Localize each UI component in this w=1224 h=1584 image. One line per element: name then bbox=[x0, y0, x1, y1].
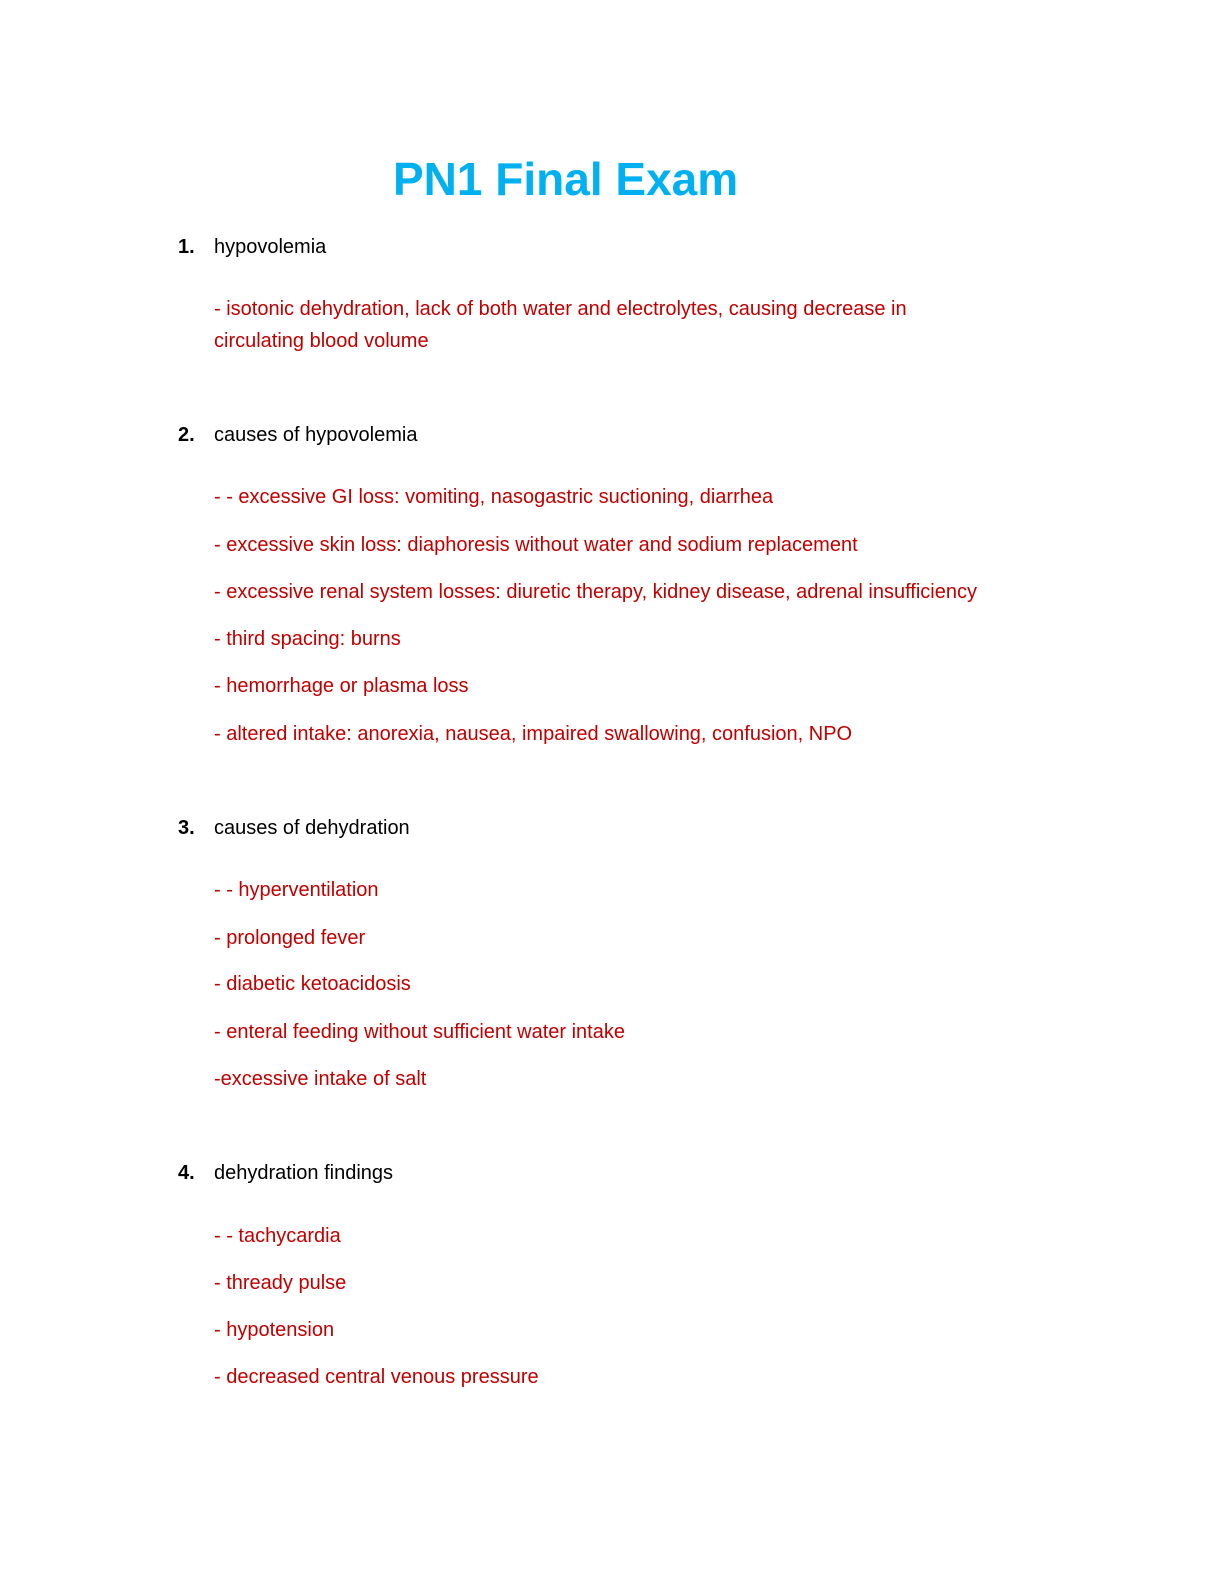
question-text: causes of hypovolemia bbox=[214, 424, 418, 446]
answer-item: - third spacing: burns bbox=[214, 628, 401, 650]
answer-item: - isotonic dehydration, lack of both water and electrolytes, causing decrease in circulating blood volume bbox=[214, 298, 907, 352]
answer-item: - excessive renal system losses: diuretic therapy, kidney disease, adrenal insufficiency bbox=[214, 581, 977, 603]
answer-item: - - excessive GI loss: vomiting, nasogastric suctioning, diarrhea bbox=[214, 486, 774, 508]
answer-item: - - tachycardia bbox=[214, 1225, 341, 1247]
question-number: 3. bbox=[178, 817, 195, 839]
document-title: PN1 Final Exam bbox=[393, 153, 739, 205]
answer-item: - altered intake: anorexia, nausea, impaired swallowing, confusion, NPO bbox=[214, 723, 853, 745]
question-text: hypovolemia bbox=[214, 236, 327, 258]
question-number: 4. bbox=[178, 1162, 195, 1184]
answer-item: - hemorrhage or plasma loss bbox=[214, 675, 469, 697]
answer-item: - hypotension bbox=[214, 1319, 335, 1341]
answer-item: -excessive intake of salt bbox=[214, 1068, 427, 1090]
question-number: 2. bbox=[178, 424, 195, 446]
answer-item: - thready pulse bbox=[214, 1272, 347, 1294]
answer-item: - - hyperventilation bbox=[214, 879, 379, 901]
answer-item: - prolonged fever bbox=[214, 927, 366, 949]
answer-item: - excessive skin loss: diaphoresis without water and sodium replacement bbox=[214, 534, 858, 556]
question-number: 1. bbox=[178, 236, 195, 258]
question-text: causes of dehydration bbox=[214, 817, 410, 839]
answer-item: - decreased central venous pressure bbox=[214, 1366, 539, 1388]
answer-item: - diabetic ketoacidosis bbox=[214, 973, 411, 995]
answer-item: - enteral feeding without sufficient water intake bbox=[214, 1021, 625, 1043]
question-text: dehydration findings bbox=[214, 1162, 394, 1184]
